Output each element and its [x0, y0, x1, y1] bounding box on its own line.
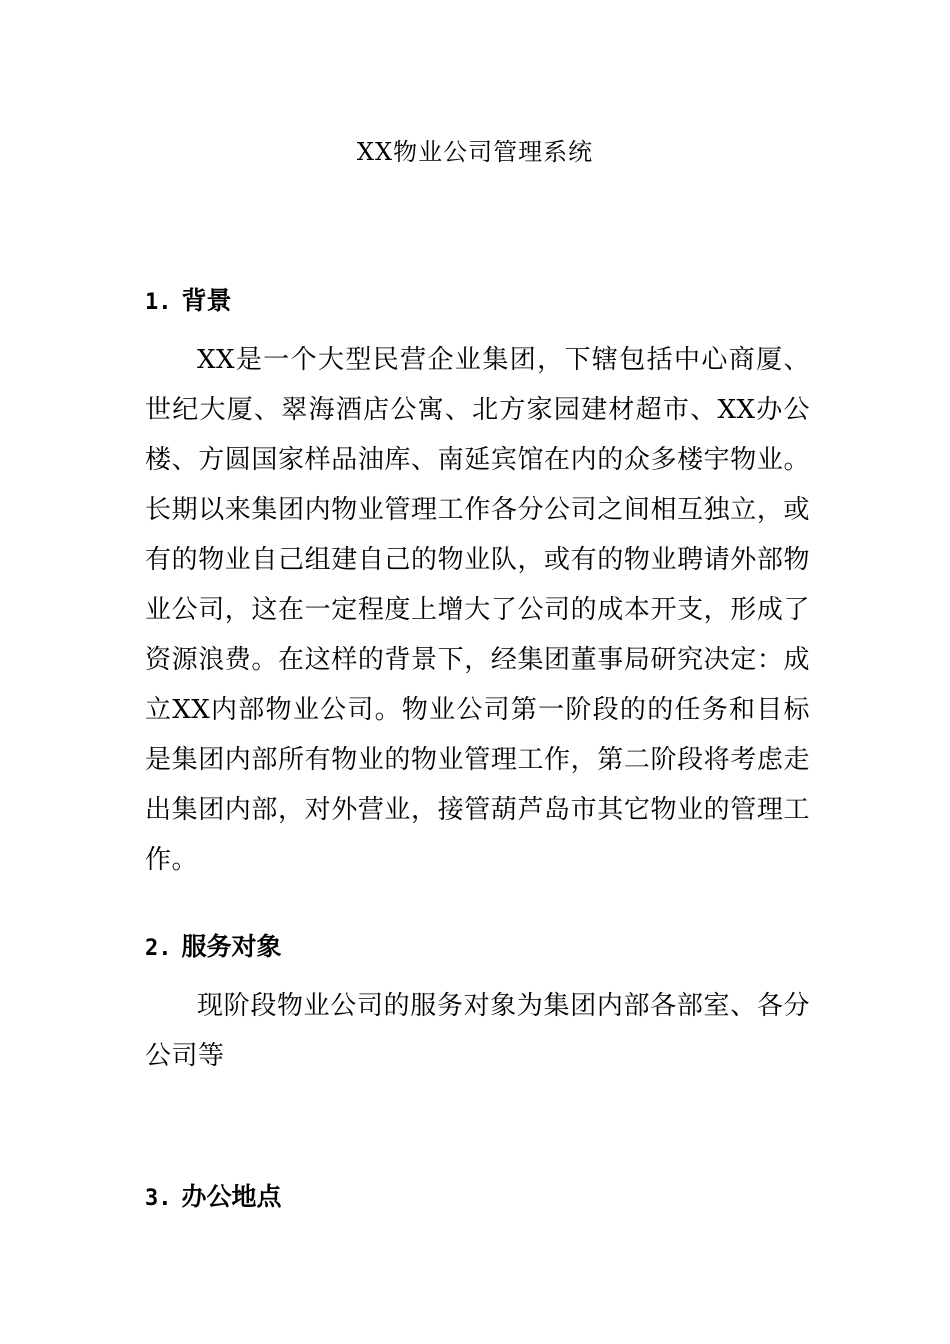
- section-heading-text: 服务对象: [181, 932, 282, 961]
- section-heading: [145, 930, 810, 966]
- section-paragraph: 现阶段物业公司的服务对象为集团内部各部室、各分公司等: [145, 991, 810, 1071]
- section-background: [145, 284, 810, 885]
- section-heading-text: 办公地点: [181, 1182, 282, 1211]
- section-number: 1.: [145, 290, 172, 315]
- section-service-targets: [145, 930, 810, 1081]
- section-office-location: [145, 1180, 810, 1216]
- section-heading: [145, 1180, 810, 1216]
- section-heading: [145, 284, 810, 320]
- section-paragraph: XX是一个大型民营企业集团，下辖包括中心商厦、世纪大厦、翠海酒店公寓、北方家园建材超市、XX办公楼、方圆国家样品油库、南延宾馆在内的众多楼宇物业。长期以来集团内物业管理工作各分公司之间相互独立，或有的物业自己组建自己的物业队，或有的物业聘请外部物业公司，这在一定程度上增大了公司的成本开支，形成了资源浪费。在这样的背景下，经集团董事局研究决定：成立XX内部物业公司。物业公司第一阶段的的任务和目标是集团内部所有物业的物业管理工作，第二阶段将考虑走出集团内部，对外营业，接管葫芦岛市其它物业的管理工作。: [145, 345, 810, 875]
- section-number: 2.: [145, 936, 172, 961]
- section-heading-text: 背景: [181, 286, 232, 315]
- section-number: 3.: [145, 1186, 172, 1211]
- document-title: XX物业公司管理系统: [356, 138, 594, 166]
